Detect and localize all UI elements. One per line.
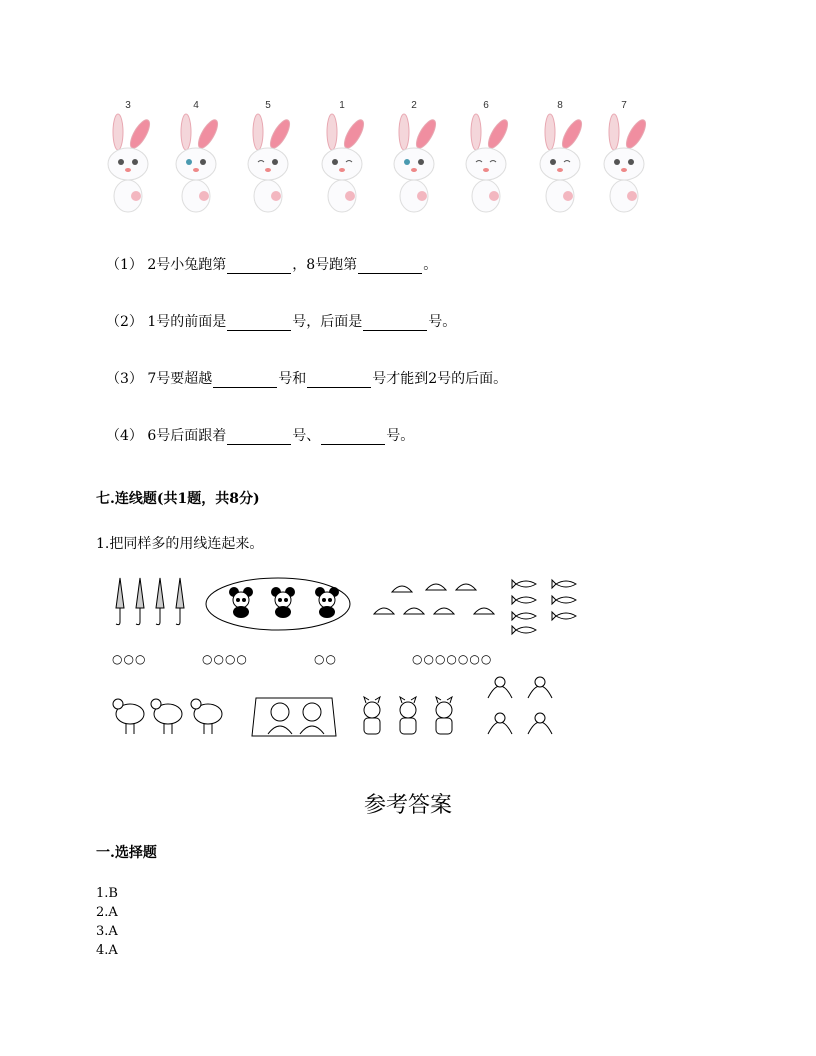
matching-top-pictures — [108, 574, 588, 636]
question-text: 号，后面是 — [292, 314, 363, 330]
rabbit — [236, 100, 300, 218]
circle-group: ○○○○ — [202, 652, 248, 666]
question-text: ，8号跑第 — [292, 257, 358, 273]
question-3 — [106, 368, 507, 388]
rabbit — [310, 100, 374, 218]
answers-title: 参考答案 — [363, 793, 452, 818]
question-text: 。 — [423, 257, 438, 273]
answer-blank[interactable] — [227, 259, 291, 274]
rabbit-icon — [310, 112, 374, 216]
answer-item: 4.A — [96, 943, 118, 958]
rabbit-icon — [96, 112, 160, 216]
rabbit-number: 7 — [621, 100, 627, 111]
question-text: 号、 — [292, 428, 321, 444]
answer-blank[interactable] — [363, 316, 427, 331]
question-1 — [106, 254, 437, 274]
rabbit-icon — [528, 112, 592, 216]
rabbit-race-image — [96, 100, 660, 218]
rabbit-icon — [164, 112, 228, 216]
rabbit — [382, 100, 446, 218]
rabbit-number: 3 — [125, 100, 131, 111]
question-2 — [106, 311, 456, 331]
cat-group-icon — [364, 697, 452, 734]
rabbit — [528, 100, 592, 218]
circle-group: ○○ — [314, 652, 337, 666]
fish-group-icon — [512, 580, 576, 634]
answer-blank[interactable] — [321, 430, 385, 445]
circle-group: ○○○○○○○ — [412, 652, 493, 666]
children-group-icon — [252, 698, 336, 736]
rabbit-number: 1 — [339, 100, 345, 111]
section-7-title: 七.连线题(共1题，共8分) — [96, 491, 260, 507]
rabbit-icon — [236, 112, 300, 216]
rabbit — [454, 100, 518, 218]
matching-question: 1.把同样多的用线连起来。 — [96, 536, 264, 552]
answers-section-1-title: 一.选择题 — [96, 845, 157, 861]
answer-item: 3.A — [96, 924, 118, 939]
chicken-group-icon — [113, 699, 222, 734]
answer-blank[interactable] — [227, 430, 291, 445]
answer-blank[interactable] — [358, 259, 422, 274]
bird-group-icon — [488, 677, 552, 734]
answer-blank[interactable] — [213, 373, 277, 388]
question-text: （2） 1号的前面是 — [106, 314, 227, 330]
answers-list — [96, 884, 118, 960]
rabbit-number: 4 — [193, 100, 199, 111]
question-text: 号才能到2号的后面。 — [372, 371, 508, 387]
rabbit-number: 2 — [411, 100, 417, 111]
rabbit — [96, 100, 160, 218]
panda-group-icon — [206, 578, 350, 630]
answer-blank[interactable] — [227, 316, 291, 331]
question-text: 号和 — [278, 371, 307, 387]
answer-item: 2.A — [96, 905, 118, 920]
question-text: 号。 — [386, 428, 415, 444]
circle-group: ○○○ — [112, 652, 147, 666]
umbrella-group-icon — [116, 578, 184, 625]
rabbit-number: 5 — [265, 100, 271, 111]
question-text: （1） 2号小兔跑第 — [106, 257, 227, 273]
rabbit-number: 8 — [557, 100, 563, 111]
rabbit-number: 6 — [483, 100, 489, 111]
rabbit — [592, 100, 656, 218]
question-text: （3） 7号要超越 — [106, 371, 213, 387]
rabbit-icon — [454, 112, 518, 216]
matching-bottom-pictures — [108, 672, 568, 744]
answer-blank[interactable] — [307, 373, 371, 388]
rabbit-icon — [382, 112, 446, 216]
rabbit — [164, 100, 228, 218]
question-4 — [106, 425, 414, 445]
mushroom-group-icon — [374, 584, 494, 614]
rabbit-icon — [592, 112, 656, 216]
answer-item: 1.B — [96, 886, 118, 901]
question-text: 号。 — [428, 314, 457, 330]
question-text: （4） 6号后面跟着 — [106, 428, 227, 444]
